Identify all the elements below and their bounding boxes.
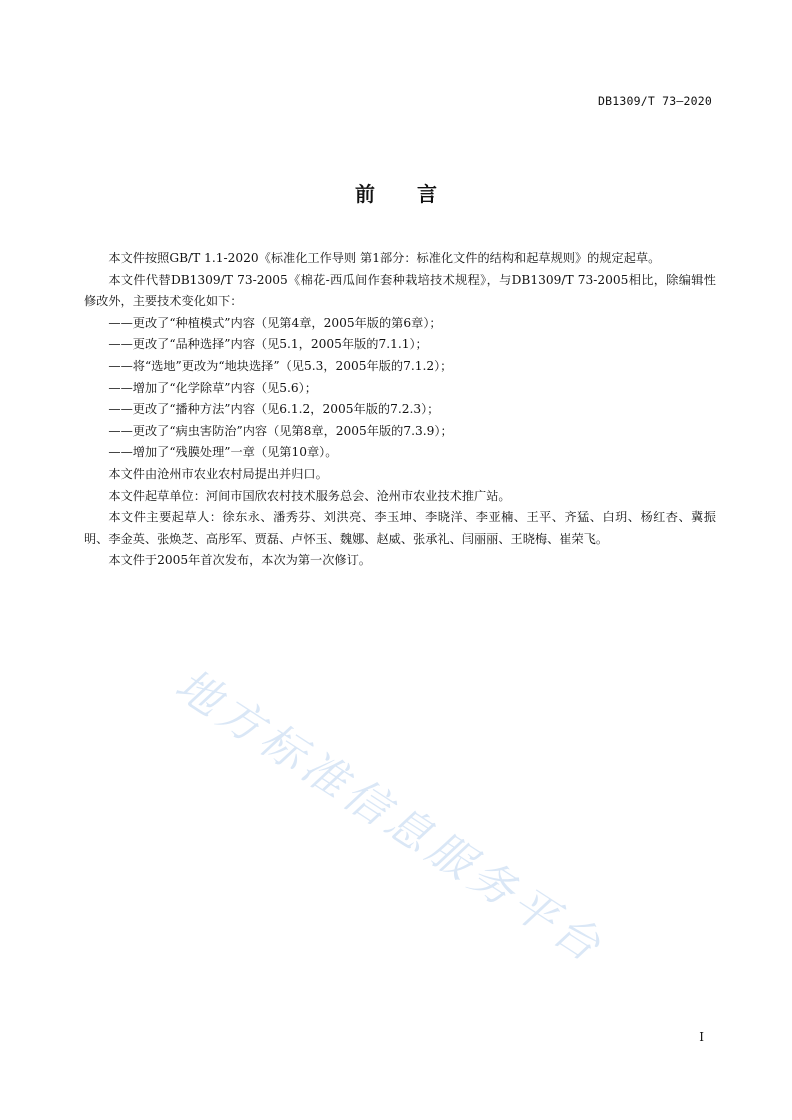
paragraph-replacement: 本文件代替DB1309/T 73-2005《棉花-西瓜间作套种栽培技术规程》，与DB1309/T 73-2005相比，除编辑性修改外，主要技术变化如下： xyxy=(84,272,716,309)
page-title: 前言 xyxy=(355,182,479,206)
document-code: DB1309/T 73—2020 xyxy=(598,94,712,108)
change-item: ——增加了“化学除草”内容（见5.6）； xyxy=(108,380,317,395)
change-item: ——增加了“残膜处理”一章（见第10章）。 xyxy=(108,445,338,460)
watermark: 地方标准信息服务平台 xyxy=(166,659,614,975)
paragraph-drafting-units: 本文件起草单位：河间市国欣农村技术服务总会、沧州市农业技术推广站。 xyxy=(108,488,511,503)
change-item: ——更改了“种植模式”内容（见第4章，2005年版的第6章）； xyxy=(108,315,442,330)
change-item: ——更改了“品种选择”内容（见5.1，2005年版的7.1.1）； xyxy=(108,337,428,352)
paragraph-drafters: 本文件主要起草人：徐东永、潘秀芬、刘洪亮、李玉坤、李晓洋、李亚楠、王平、齐猛、白玥、杨红杏、冀振明、李金英、张焕芝、高彤军、贾磊、卢怀玉、魏娜、赵威、张承礼、闫丽丽、王晓梅、崔荣飞。 xyxy=(84,510,716,546)
paragraph-proposer: 本文件由沧州市农业农村局提出并归口。 xyxy=(108,466,328,481)
foreword-body xyxy=(84,248,716,572)
change-item: ——更改了“播种方法”内容（见6.1.2，2005年版的7.2.3）； xyxy=(108,402,440,417)
paragraph-drafting-rules: 本文件按照GB/T 1.1-2020《标准化工作导则 第1部分：标准化文件的结构和起草规则》的规定起草。 xyxy=(108,251,661,265)
paragraph-history: 本文件于2005年首次发布，本次为第一次修订。 xyxy=(108,553,371,568)
page-number: I xyxy=(699,1030,704,1044)
change-item: ——将“选地”更改为“地块选择”（见5.3，2005年版的7.1.2）； xyxy=(108,358,453,373)
change-item: ——更改了“病虫害防治”内容（见第8章，2005年版的7.3.9）； xyxy=(108,423,453,438)
